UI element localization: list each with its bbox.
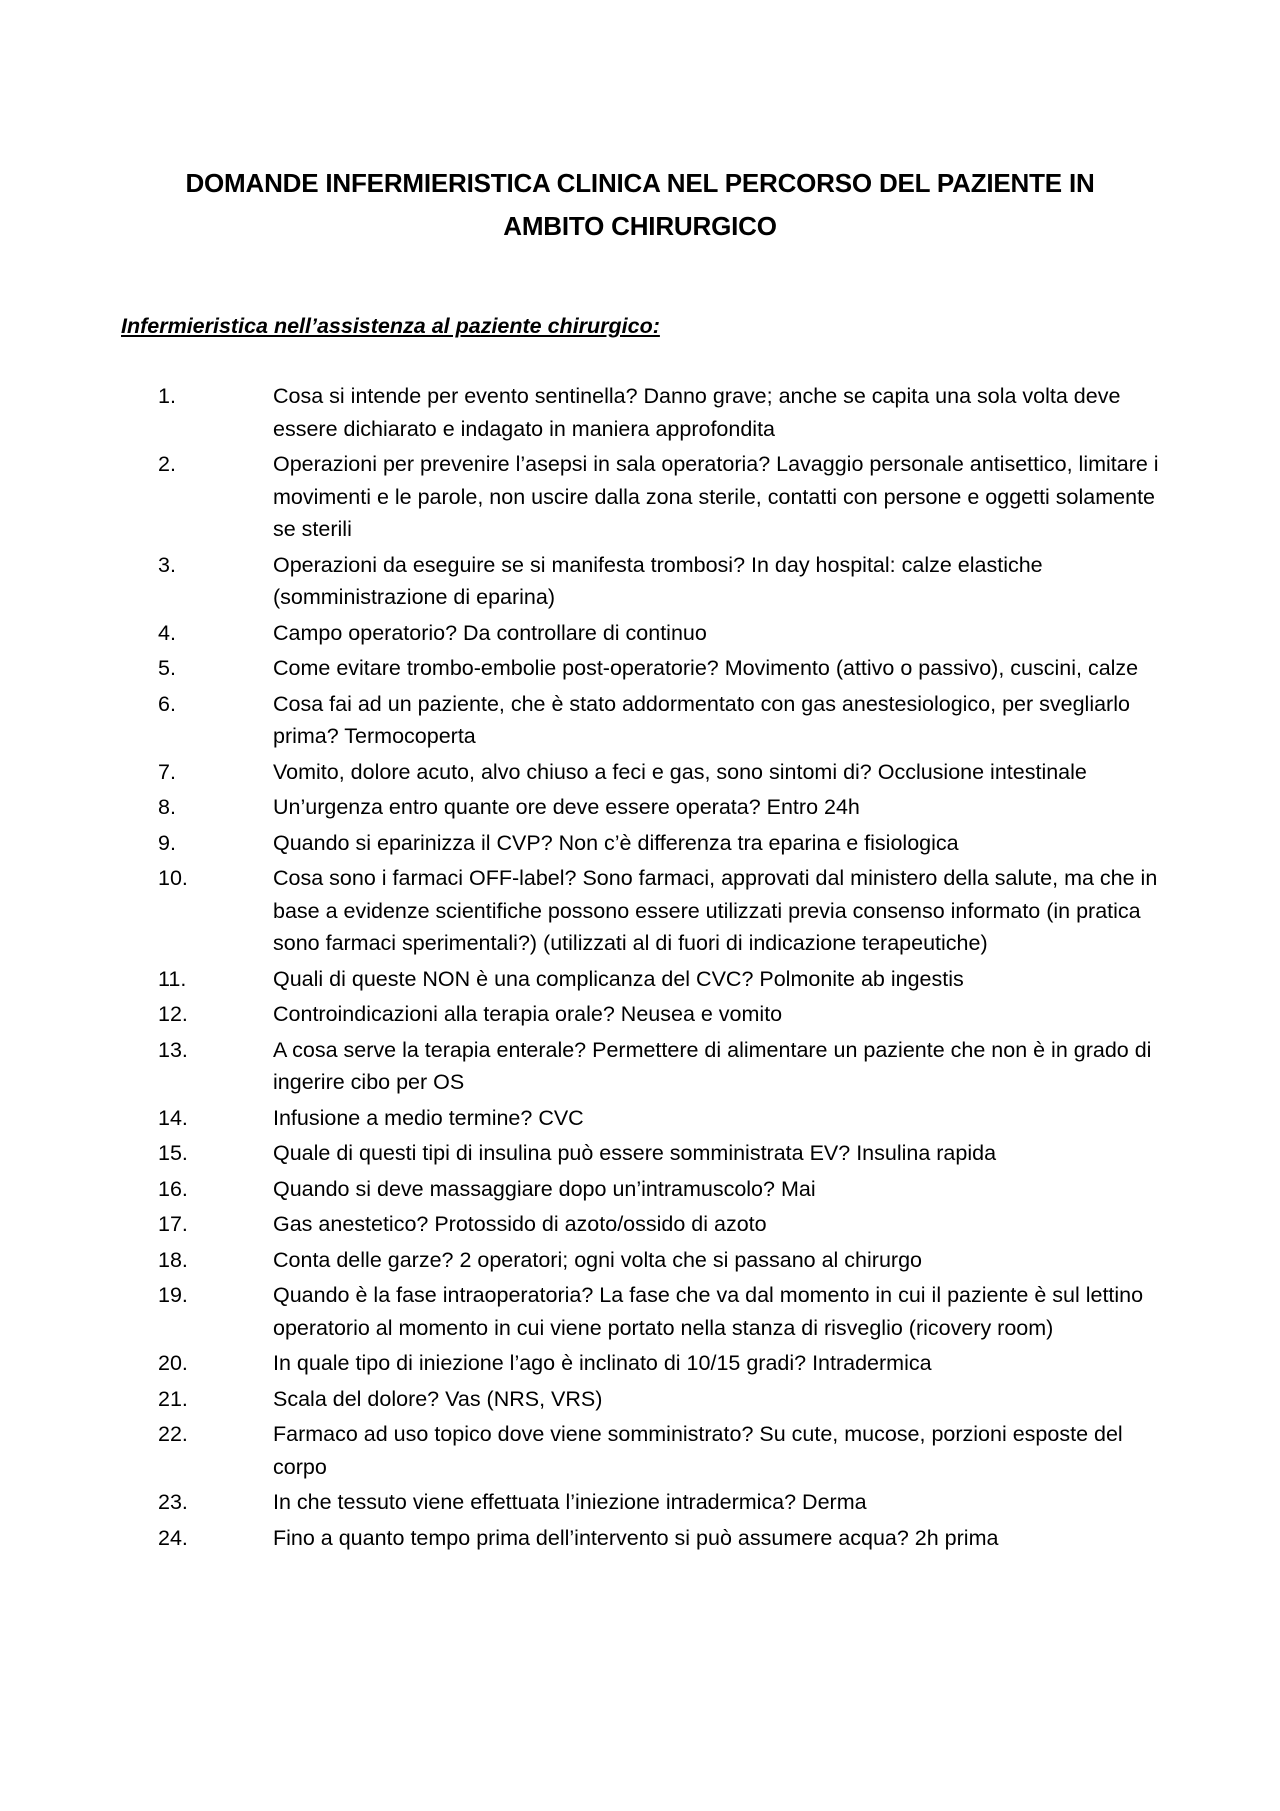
question-item <box>0 448 1280 546</box>
question-item <box>0 1486 1280 1519</box>
question-text: Cosa fai ad un paziente, che è stato addormentato con gas anestesiologico, per svegliarlo prima? Termocoperta <box>273 691 1130 748</box>
question-text: Quale di questi tipi di insulina può essere somministrata EV? Insulina rapida <box>273 1141 997 1165</box>
question-number: 19. <box>158 1283 188 1307</box>
question-number: 8. <box>158 795 176 819</box>
question-text: Controindicazioni alla terapia orale? Neusea e vomito <box>273 1002 783 1026</box>
question-item <box>0 1347 1280 1380</box>
question-number: 3. <box>158 552 176 577</box>
question-item <box>0 1173 1280 1206</box>
question-item <box>0 1034 1280 1099</box>
question-number: 9. <box>158 830 176 855</box>
question-text: Campo operatorio? Da controllare di continuo <box>273 620 707 645</box>
question-text: Vomito, dolore acuto, alvo chiuso a feci e gas, sono sintomi di? Occlusione intestinale <box>273 759 1087 784</box>
question-number: 21. <box>158 1386 188 1411</box>
question-item <box>0 617 1280 650</box>
question-number: 11. <box>158 966 187 991</box>
question-text: Farmaco ad uso topico dove viene somministrato? Su cute, mucose, porzioni esposte del corpo <box>273 1422 1123 1479</box>
question-number: 10. <box>158 866 188 890</box>
question-item <box>0 549 1280 614</box>
question-item <box>0 1383 1280 1416</box>
question-item <box>0 380 1280 445</box>
question-text: Operazioni per prevenire l’asepsi in sala operatoria? Lavaggio personale antisettico, limitare i movimenti e le parole, non uscire dalla zona sterile, contatti con persone e oggetti solamente se sterili <box>273 452 1159 541</box>
page-title <box>120 162 1160 248</box>
question-item <box>0 862 1280 960</box>
question-item <box>0 963 1280 996</box>
question-text: Gas anestetico? Protossido di azoto/ossido di azoto <box>273 1212 767 1236</box>
question-text: Cosa sono i farmaci OFF-label? Sono farmaci, approvati dal ministero della salute, ma che in base a evidenze scientifiche possono essere utilizzati previa consenso informato (in pratica sono farmaci sperimentali?) (utilizzati al di fuori di indicazione terapeutiche) <box>273 866 1158 955</box>
question-number: 13. <box>158 1037 188 1062</box>
question-number: 14. <box>158 1105 188 1130</box>
question-number: 17. <box>158 1212 188 1236</box>
question-number: 20. <box>158 1351 188 1375</box>
title-line-1: DOMANDE INFERMIERISTICA CLINICA NEL PERCORSO DEL PAZIENTE IN <box>185 168 1095 198</box>
question-item <box>0 1137 1280 1170</box>
question-item <box>0 791 1280 824</box>
question-number: 6. <box>158 691 176 716</box>
question-item <box>0 652 1280 685</box>
question-number: 23. <box>158 1490 188 1514</box>
section-heading: Infermieristica nell’assistenza al paziente chirurgico: <box>121 314 660 338</box>
question-text: Cosa si intende per evento sentinella? Danno grave; anche se capita una sola volta deve essere dichiarato e indagato in maniera approfondita <box>273 384 1121 441</box>
question-number: 4. <box>158 620 176 645</box>
question-text: Quando è la fase intraoperatoria? La fase che va dal momento in cui il paziente è sul lettino operatorio al momento in cui viene portato nella stanza di risveglio (ricovery room) <box>273 1283 1144 1340</box>
question-number: 7. <box>158 759 176 784</box>
title-line-2: AMBITO CHIRURGICO <box>503 211 777 241</box>
question-text: Come evitare trombo-embolie post-operatorie? Movimento (attivo o passivo), cuscini, calze <box>273 656 1139 680</box>
question-number: 15. <box>158 1141 188 1165</box>
question-text: Infusione a medio termine? CVC <box>273 1105 584 1130</box>
question-text: A cosa serve la terapia enterale? Permettere di alimentare un paziente che non è in grado di ingerire cibo per OS <box>273 1037 1152 1094</box>
question-number: 2. <box>158 452 176 476</box>
question-number: 1. <box>158 384 176 408</box>
question-item <box>0 998 1280 1031</box>
question-item <box>0 1522 1280 1555</box>
question-text: Fino a quanto tempo prima dell’intervento si può assumere acqua? 2h prima <box>273 1525 999 1550</box>
question-text: Operazioni da eseguire se si manifesta trombosi? In day hospital: calze elastiche (somministrazione di eparina) <box>273 552 1043 609</box>
question-number: 18. <box>158 1247 188 1272</box>
question-text: Conta delle garze? 2 operatori; ogni volta che si passano al chirurgo <box>273 1247 922 1272</box>
question-item <box>0 756 1280 789</box>
question-text: Un’urgenza entro quante ore deve essere operata? Entro 24h <box>273 795 860 819</box>
question-text: Scala del dolore? Vas (NRS, VRS) <box>273 1386 603 1411</box>
question-item <box>0 1279 1280 1344</box>
question-text: In quale tipo di iniezione l’ago è inclinato di 10/15 gradi? Intradermica <box>273 1351 932 1375</box>
question-list <box>0 380 1280 1557</box>
question-item <box>0 688 1280 753</box>
question-item <box>0 1418 1280 1483</box>
question-text: In che tessuto viene effettuata l’iniezione intradermica? Derma <box>273 1490 867 1514</box>
question-number: 16. <box>158 1176 188 1201</box>
question-text: Quali di queste NON è una complicanza del CVC? Polmonite ab ingestis <box>273 966 964 991</box>
question-item <box>0 1208 1280 1241</box>
question-item <box>0 1244 1280 1277</box>
question-number: 24. <box>158 1525 188 1550</box>
question-number: 22. <box>158 1422 188 1446</box>
question-number: 12. <box>158 1002 188 1026</box>
question-number: 5. <box>158 656 176 680</box>
question-text: Quando si eparinizza il CVP? Non c’è differenza tra eparina e fisiologica <box>273 830 959 855</box>
question-text: Quando si deve massaggiare dopo un’intramuscolo? Mai <box>273 1176 816 1201</box>
question-item <box>0 827 1280 860</box>
question-item <box>0 1102 1280 1135</box>
